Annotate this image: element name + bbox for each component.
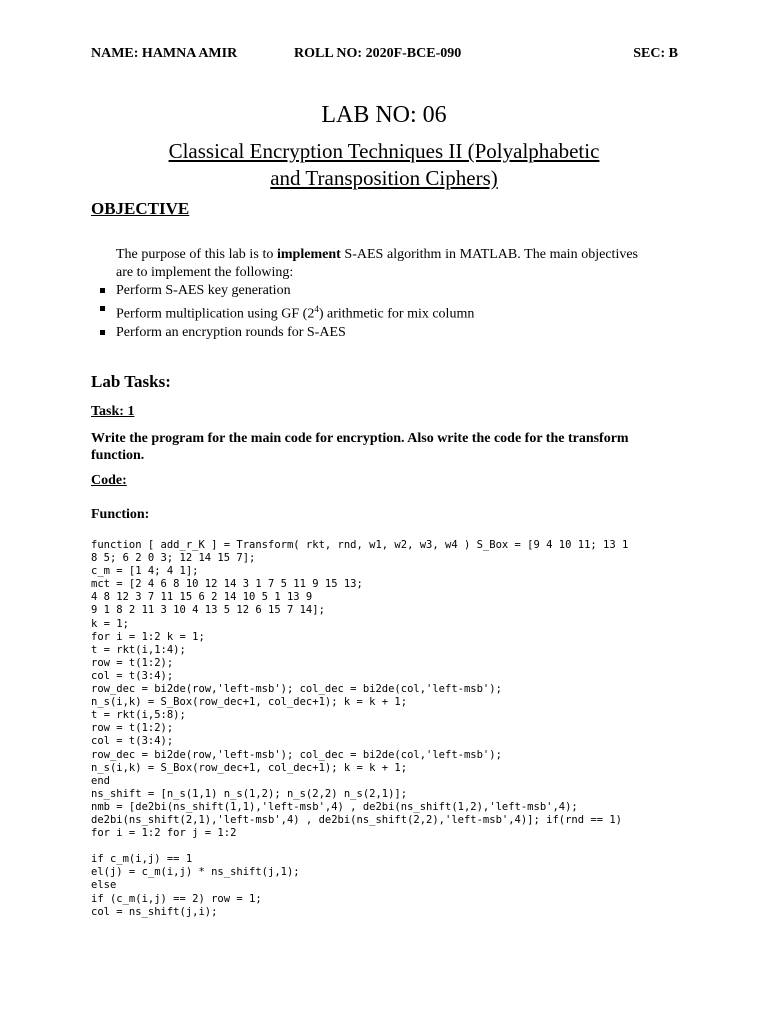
objective-text-bold: implement xyxy=(277,247,341,262)
code-line: mct = [2 4 6 8 10 12 14 3 1 7 5 11 9 15 13; xyxy=(91,578,363,591)
section: SEC: B xyxy=(633,46,678,61)
list-item xyxy=(91,324,651,342)
objective-paragraph xyxy=(116,246,638,282)
code-line: n_s(i,k) = S_Box(row_dec+1, col_dec+1); k = k + 1; xyxy=(91,761,408,774)
code-line: row = t(1:2); xyxy=(91,722,174,735)
code-line: 9 1 8 2 11 3 10 4 13 5 12 6 15 7 14]; xyxy=(91,604,325,617)
task-1-label: Task: 1 xyxy=(91,404,135,419)
list-item xyxy=(91,282,651,300)
code-line: col = t(3:4); xyxy=(91,669,174,682)
code-line: row_dec = bi2de(row,'left-msb'); col_dec = bi2de(col,'left-msb'); xyxy=(91,683,502,696)
objective-text-end: S-AES algorithm in MATLAB. The main objectives are to implement the following: xyxy=(116,247,638,280)
code-line: row_dec = bi2de(row,'left-msb'); col_dec = bi2de(col,'left-msb'); xyxy=(91,748,502,761)
subtitle-line-2: and Transposition Ciphers) xyxy=(270,166,498,190)
code-line: t = rkt(i,5:8); xyxy=(91,709,186,722)
code-line: col = t(3:4); xyxy=(91,735,174,748)
list-item xyxy=(91,300,651,324)
code-line xyxy=(91,840,681,853)
code-block xyxy=(91,539,681,919)
code-line: n_s(i,k) = S_Box(row_dec+1, col_dec+1); k = k + 1; xyxy=(91,696,408,709)
objective-heading: OBJECTIVE xyxy=(91,199,190,218)
lab-title: LAB NO: 06 xyxy=(321,102,447,128)
bullet-square-icon xyxy=(100,330,105,335)
bullet-text: Perform multiplication using GF (2 xyxy=(116,306,315,322)
code-line: function [ add_r_K ] = Transform( rkt, rnd, w1, w2, w3, w4 ) S_Box = [9 4 10 11; 13 1 xyxy=(91,539,629,551)
code-line: end xyxy=(91,774,110,787)
bullet-square-icon xyxy=(100,306,105,311)
subtitle-line-1: Classical Encryption Techniques II (Polyalphabetic xyxy=(168,139,600,163)
code-line: ns_shift = [n_s(1,1) n_s(1,2); n_s(2,2) n_s(2,1)]; xyxy=(91,787,408,800)
bullet-text-tail: ) arithmetic for mix column xyxy=(318,306,475,322)
roll-number: ROLL NO: 2020F-BCE-090 xyxy=(294,46,462,61)
code-line: else xyxy=(91,879,117,892)
bullet-square-icon xyxy=(100,288,105,293)
code-line: col = ns_shift(j,i); xyxy=(91,905,218,918)
code-line: c_m = [1 4; 4 1]; xyxy=(91,565,199,578)
code-line: 8 5; 6 2 0 3; 12 14 15 7]; xyxy=(91,552,256,565)
page-header xyxy=(91,46,678,66)
objective-text-start: The purpose of this lab is to xyxy=(116,247,277,262)
code-line: row = t(1:2); xyxy=(91,656,174,669)
code-line: if (c_m(i,j) == 2) row = 1; xyxy=(91,892,262,905)
code-line: 4 8 12 3 7 11 15 6 2 14 10 5 1 13 9 xyxy=(91,591,313,604)
code-line: el(j) = c_m(i,j) * ns_shift(j,1); xyxy=(91,866,300,879)
code-line: de2bi(ns_shift(2,1),'left-msb',4) , de2bi(ns_shift(2,2),'left-msb',4)]; if(rnd == 1) xyxy=(91,813,623,826)
task-1-description: Write the program for the main code for encryption. Also write the code for the transform function. xyxy=(91,431,629,463)
lab-subtitle xyxy=(0,138,768,192)
lab-tasks-heading: Lab Tasks: xyxy=(91,372,171,391)
code-label: Code: xyxy=(91,473,127,488)
code-line: if c_m(i,j) == 1 xyxy=(91,853,193,866)
code-line: t = rkt(i,1:4); xyxy=(91,643,186,656)
student-name: NAME: HAMNA AMIR xyxy=(91,46,238,61)
bullet-text: Perform an encryption rounds for S-AES xyxy=(116,324,346,340)
objective-list xyxy=(91,282,651,342)
code-line: nmb = [de2bi(ns_shift(1,1),'left-msb',4) , de2bi(ns_shift(1,2),'left-msb',4); xyxy=(91,800,578,813)
function-label: Function: xyxy=(91,507,150,522)
code-line: for i = 1:2 for j = 1:2 xyxy=(91,827,237,840)
bullet-text: Perform S-AES key generation xyxy=(116,283,291,298)
code-line: for i = 1:2 k = 1; xyxy=(91,630,205,643)
code-line: k = 1; xyxy=(91,617,129,630)
gf-exponent: 4 xyxy=(314,304,319,314)
